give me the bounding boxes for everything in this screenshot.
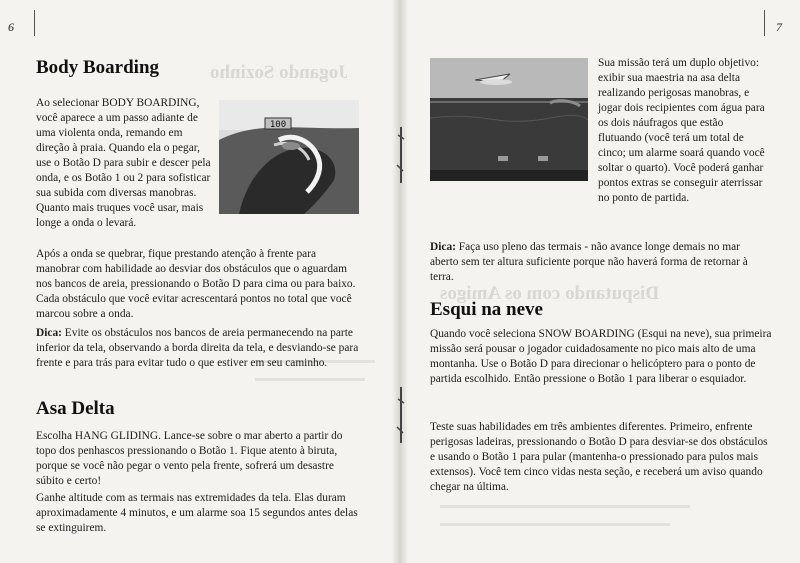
section-title-asa-delta: Asa Delta bbox=[36, 398, 115, 419]
left-margin-line bbox=[34, 10, 35, 36]
wave-illustration bbox=[219, 100, 359, 214]
section-title-body-boarding: Body Boarding bbox=[36, 57, 160, 78]
tip-label: Dica: bbox=[36, 327, 62, 339]
bleed-through-heading-2: Disputando com os Amigos bbox=[440, 283, 660, 304]
binding-mark-top bbox=[395, 125, 407, 185]
binding-mark-bottom bbox=[395, 385, 407, 445]
body-boarding-intro: Ao selecionar BODY BOARDING, você aparece a um passo adiante de uma violenta onda, remando em direção à praia. Quando ela o pegar, use o Botão D para subir e descer pela onda, e os Botão 1 ou 2 para sofisticar sua subida com diversas manobras. Quanto mais truques você usar, mais longe a onda o levará. bbox=[36, 97, 211, 229]
esqui-paragraph-2: Teste suas habilidades em três ambientes diferentes. Primeiro, enfrente perigosas ladeiras, pressionando o Botão D para desviar-se dos obstáculos e usando o Botão 1 para pular (mantenha-o pressionado para pulos mais extensos). Você tem cinco vidas nesta seção, e receberá um aviso quando chegar na última. bbox=[430, 421, 768, 493]
asa-delta-paragraph-2: Ganhe altitude com as termais nas extremidades da tela. Elas duram aproximadamente 4 minutos, e um alarme soa 15 segundos antes delas se extinguirem. bbox=[36, 492, 358, 534]
esqui-paragraph-1: Quando você seleciona SNOW BOARDING (Esqui na neve), sua primeira missão será pousar o jogador cuidadosamente no pico mais alto de uma montanha. Use o Botão D para direcionar o helicóptero para o ponto de partida escolhido. Então pressione o Botão 1 para liberar o esquiador. bbox=[430, 328, 772, 385]
bleed-line bbox=[440, 505, 690, 508]
hang-gliding-tip bbox=[430, 240, 770, 285]
hang-gliding-mission: Sua missão terá um duplo objetivo: exibir sua maestria na asa delta realizando perigosas manobras, e jogar dois recipientes com água para os dois náufragos que estão flutuando (você terá um total de cinco; um alarme soará quando você soltar o quarto). Você poderá ganhar pontos extras se conseguir aterrissar no ponto de partida. bbox=[598, 57, 765, 204]
book-gutter bbox=[392, 0, 408, 563]
tip-label: Dica: bbox=[430, 241, 456, 253]
score-display: 100 bbox=[269, 120, 287, 130]
page-number-right: 7 bbox=[776, 20, 782, 34]
body-boarding-wave-paragraph: Após a onda se quebrar, fique prestando atenção à frente para manobrar com habilidade ao desviar dos obstáculos que o aguardam nos bancos de areia, pressionando o Botão D para cima ou para baixo. Cada obstáculo que você evitar acrescentará pontos no total que você marcou sobre a onda. bbox=[36, 248, 356, 320]
asa-delta-paragraph-1: Escolha HANG GLIDING. Lance-se sobre o mar aberto a partir do topo dos penhascos pressionando o Botão 1. Fique atento à biruta, porque se você não pegar o vento pela frente, sofrerá um desastre súbito e certo! bbox=[36, 430, 343, 487]
bleed-through-heading: Jogando Sozinho bbox=[210, 62, 348, 83]
section-title-esqui: Esqui na neve bbox=[430, 299, 543, 320]
right-margin-line bbox=[764, 10, 765, 36]
bleed-line bbox=[255, 378, 365, 381]
sea-illustration bbox=[430, 58, 588, 181]
body-boarding-tip bbox=[36, 326, 361, 371]
tip-text: Faça uso pleno das termais - não avance longe demais no mar aberto sem ter altura suficiente porque não haverá forma de retornar à terra. bbox=[430, 241, 748, 283]
page-number-left: 6 bbox=[8, 20, 14, 34]
body-boarding-screenshot bbox=[219, 100, 359, 214]
hang-gliding-screenshot bbox=[430, 58, 588, 181]
tip-text: Evite os obstáculos nos bancos de areia permanecendo na parte inferior da tela, observando a borda direita da tela, e desviando-se para frente e para trás para evitar tudo o que estiver em seu caminho. bbox=[36, 327, 359, 369]
bleed-line bbox=[440, 523, 670, 526]
